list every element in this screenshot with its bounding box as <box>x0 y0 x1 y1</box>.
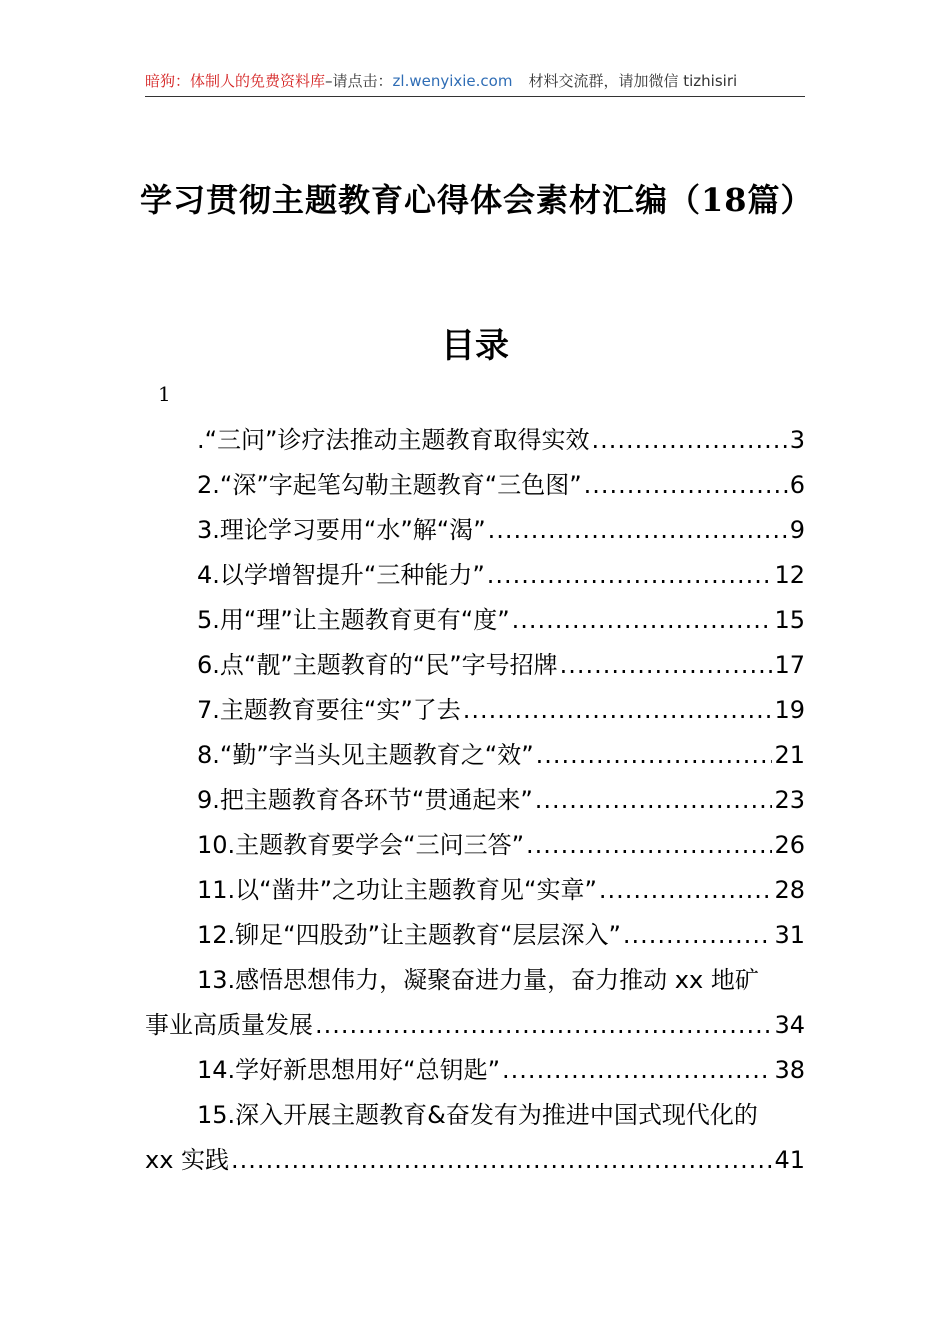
leader-dots <box>502 1048 772 1093</box>
toc-entry[interactable]: 11.以“凿井”之功让主题教育见“实章” ..... 28 <box>145 868 805 913</box>
toc-entry[interactable]: 6.点“靓”主题教育的“民”字号招牌 ..... 17 <box>145 643 805 688</box>
leader-dots <box>488 508 788 553</box>
page-number: 6 <box>789 471 805 499</box>
toc-entry[interactable]: 5.用“理”让主题教育更有“度” ..... 15 <box>145 598 805 643</box>
toc-entry[interactable]: 9.把主题教育各环节“贯通起来” ..... 23 <box>145 778 805 823</box>
toc-entry[interactable]: 14.学好新思想用好“总钥匙” ..... 38 <box>145 1048 805 1093</box>
leader-dots <box>599 868 773 913</box>
leader-dots <box>512 598 773 643</box>
leader-dots <box>535 778 773 823</box>
toc-entry[interactable]: 15.深入开展主题教育&奋发有为推进中国式现代化的 xx 实践 ..... 41 <box>145 1093 805 1183</box>
page-number: 9 <box>789 516 805 544</box>
toc-entry[interactable]: 4.以学增智提升“三种能力” ..... 12 <box>145 553 805 598</box>
page-number: 19 <box>774 696 805 724</box>
page-number: 23 <box>774 786 805 814</box>
leader-dots <box>315 1003 772 1048</box>
header-click-prompt: –请点击： <box>325 72 393 90</box>
toc-entry[interactable]: .“三问”诊疗法推动主题教育取得实效 ..... 3 <box>145 418 805 463</box>
leader-dots <box>592 418 788 463</box>
page-number: 26 <box>774 831 805 859</box>
leader-dots <box>536 733 773 778</box>
toc-entry[interactable]: 8.“勤”字当头见主题教育之“效” ..... 21 <box>145 733 805 778</box>
page-number: 21 <box>774 741 805 769</box>
leader-dots <box>584 463 788 508</box>
page-number: 41 <box>774 1146 805 1174</box>
toc-entry[interactable]: 12.铆足“四股劲”让主题教育“层层深入” ..... 31 <box>145 913 805 958</box>
header-brand: 暗狗：体制人的免费资料库 <box>145 72 326 90</box>
toc-entry[interactable]: 3.理论学习要用“水”解“渴” ..... 9 <box>145 508 805 553</box>
leader-dots <box>526 823 772 868</box>
toc-list <box>145 418 805 1183</box>
page-number: 31 <box>774 921 805 949</box>
toc-entry[interactable]: 7.主题教育要往“实”了去 ..... 19 <box>145 688 805 733</box>
toc-entry[interactable]: 2.“深”字起笔勾勒主题教育“三色图” ..... 6 <box>145 463 805 508</box>
leader-dots <box>463 688 773 733</box>
toc-first-number: 1 <box>158 382 171 406</box>
header-group-text: 材料交流群，请加微信 tizhisiri <box>528 72 738 90</box>
leader-dots <box>487 553 773 598</box>
document-title: 学习贯彻主题教育心得体会素材汇编（18篇） <box>140 181 814 219</box>
toc-entry[interactable]: 10.主题教育要学会“三问三答” ..... 26 <box>145 823 805 868</box>
toc-entry[interactable]: 13.感悟思想伟力，凝聚奋进力量，奋力推动 xx 地矿 事业高质量发展 ..... 34 <box>145 958 805 1048</box>
page-number: 12 <box>774 561 805 589</box>
leader-dots <box>560 643 773 688</box>
page-number: 38 <box>774 1056 805 1084</box>
leader-dots <box>623 913 773 958</box>
page-number: 15 <box>774 606 805 634</box>
toc-heading: 目录 <box>441 326 509 366</box>
page-number: 28 <box>774 876 805 904</box>
header-url-link[interactable]: zl.wenyixie.com <box>392 72 513 90</box>
page-header <box>145 66 805 97</box>
page-number: 34 <box>774 1011 805 1039</box>
page-number: 17 <box>774 651 805 679</box>
page-number: 3 <box>789 426 805 454</box>
leader-dots <box>231 1138 772 1183</box>
